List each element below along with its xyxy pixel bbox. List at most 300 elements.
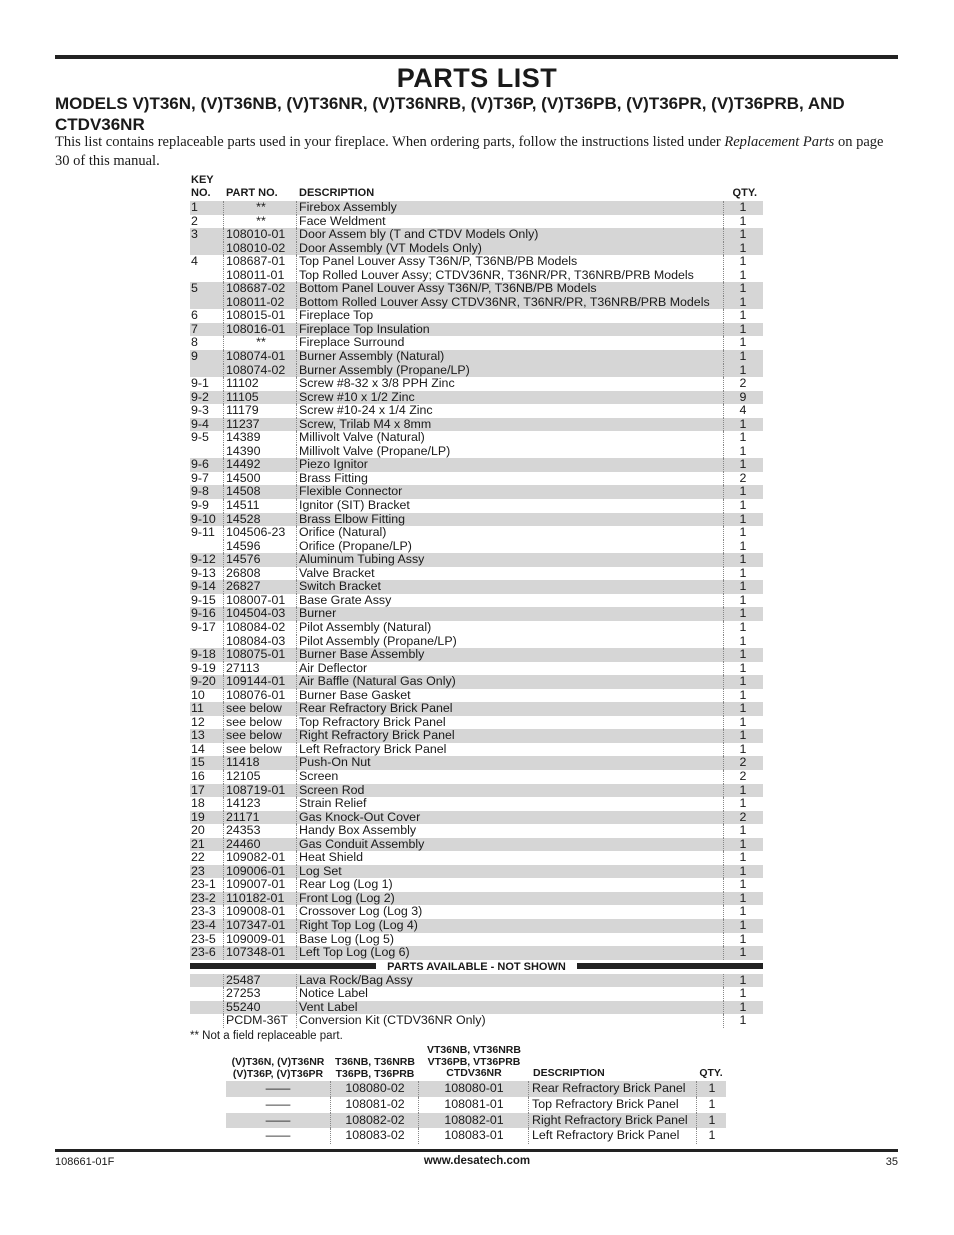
part-no-cell: 110182-01 xyxy=(226,892,297,906)
part-no-cell: 109007-01 xyxy=(226,878,297,892)
key-no-cell: 6 xyxy=(191,309,224,323)
part-no-cell: ** xyxy=(226,215,297,229)
key-no-cell: 9-15 xyxy=(191,594,224,608)
table-row xyxy=(190,472,763,486)
brick-h1-l2: (V)T36P, (V)T36PR xyxy=(232,1067,324,1080)
description-cell: Orifice (Propane/LP) xyxy=(299,540,724,554)
table-row xyxy=(190,635,763,649)
part-no-cell: 108015-01 xyxy=(226,309,297,323)
table-row xyxy=(190,513,763,527)
key-no-cell: 9-18 xyxy=(191,648,224,662)
part-no-cell: 12105 xyxy=(226,770,297,784)
header-key-line2: NO. xyxy=(191,187,211,199)
model-group3-cell: 108083-01 xyxy=(420,1128,529,1144)
qty-cell: 1 xyxy=(739,674,747,689)
table-row xyxy=(190,594,763,608)
qty-cell: 1 xyxy=(739,836,747,851)
qty-cell: 1 xyxy=(739,579,747,594)
brick-table-row xyxy=(226,1097,726,1113)
table-row xyxy=(190,336,763,350)
table-row xyxy=(190,851,763,865)
key-no-cell xyxy=(191,1001,224,1015)
part-no-cell: 108687-01 xyxy=(226,255,297,269)
page-title: PARTS LIST xyxy=(396,63,558,93)
part-no-cell: 14596 xyxy=(226,540,297,554)
qty-cell: 1 xyxy=(739,1013,747,1028)
qty-cell: 1 xyxy=(739,538,747,553)
key-no-cell: 9-3 xyxy=(191,404,224,418)
description-cell: Lava Rock/Bag Assy xyxy=(299,974,724,988)
qty-cell: 1 xyxy=(739,335,747,350)
key-no-cell: 1 xyxy=(191,201,224,215)
part-no-cell: 14508 xyxy=(226,485,297,499)
qty-cell: 9 xyxy=(739,389,747,404)
part-no-cell: see below xyxy=(226,716,297,730)
table-row xyxy=(190,662,763,676)
part-no-cell: 109008-01 xyxy=(226,905,297,919)
key-no-cell xyxy=(191,364,224,378)
table-row xyxy=(190,228,763,242)
table-row xyxy=(190,946,763,960)
key-no-cell: 9-12 xyxy=(191,553,224,567)
part-no-cell: 27253 xyxy=(226,987,297,1001)
key-no-cell: 23-4 xyxy=(191,919,224,933)
brick-header-description: DESCRIPTION xyxy=(533,1067,605,1079)
key-no-cell: 9-14 xyxy=(191,580,224,594)
part-no-cell: 27113 xyxy=(226,662,297,676)
key-no-cell xyxy=(191,635,224,649)
description-cell: Top Panel Louver Assy T36N/P, T36NB/PB Models xyxy=(299,255,724,269)
description-cell: Millivolt Valve (Natural) xyxy=(299,431,724,445)
table-row xyxy=(190,485,763,499)
key-no-cell: 16 xyxy=(191,770,224,784)
key-no-cell: 9-2 xyxy=(191,391,224,405)
part-no-cell: 108076-01 xyxy=(226,689,297,703)
key-no-cell: 17 xyxy=(191,784,224,798)
bottom-rule xyxy=(55,1149,898,1152)
description-cell: Fireplace Top Insulation xyxy=(299,323,724,337)
brick-header-qty: QTY. xyxy=(699,1067,723,1079)
model-group1-cell: —— xyxy=(226,1081,331,1097)
part-no-cell: 11237 xyxy=(226,418,297,432)
key-no-cell: 23-6 xyxy=(191,946,224,960)
description-cell: Handy Box Assembly xyxy=(299,824,724,838)
table-row xyxy=(190,431,763,445)
description-cell: Air Baffle (Natural Gas Only) xyxy=(299,675,724,689)
table-row xyxy=(190,540,763,554)
parts-table xyxy=(190,173,763,1028)
qty-cell: 2 xyxy=(739,809,747,824)
key-no-cell: 9-4 xyxy=(191,418,224,432)
table-row xyxy=(190,418,763,432)
parts-rows xyxy=(190,201,763,960)
qty-cell: 1 xyxy=(739,525,747,540)
table-row xyxy=(190,621,763,635)
part-no-cell: 14576 xyxy=(226,553,297,567)
part-no-cell: 109082-01 xyxy=(226,851,297,865)
description-cell: Burner Assembly (Propane/LP) xyxy=(299,364,724,378)
description-cell: Ignitor (SIT) Bracket xyxy=(299,499,724,513)
key-no-cell: 23-3 xyxy=(191,905,224,919)
key-no-cell: 9-17 xyxy=(191,621,224,635)
table-row xyxy=(190,702,763,716)
description-cell: Burner Base Assembly xyxy=(299,648,724,662)
description-cell: Bottom Panel Louver Assy T36N/P, T36NB/PB Models xyxy=(299,282,724,296)
section-title: PARTS AVAILABLE - NOT SHOWN xyxy=(387,960,566,973)
description-cell: Aluminum Tubing Assy xyxy=(299,553,724,567)
website-link[interactable]: www.desatech.com xyxy=(423,1155,531,1167)
qty-cell: 1 xyxy=(739,850,747,865)
description-cell: Gas Knock-Out Cover xyxy=(299,811,724,825)
description-cell: Burner Assembly (Natural) xyxy=(299,350,724,364)
table-row xyxy=(190,553,763,567)
model-group2-cell: 108083-02 xyxy=(332,1128,419,1144)
description-cell: Brass Fitting xyxy=(299,472,724,486)
qty-cell: 1 xyxy=(739,565,747,580)
model-group2-cell: 108080-02 xyxy=(332,1081,419,1097)
model-group3-cell: 108081-01 xyxy=(420,1097,529,1113)
qty-cell: 1 xyxy=(739,972,747,987)
description-cell: Pilot Assembly (Natural) xyxy=(299,621,724,635)
table-row xyxy=(190,811,763,825)
page-number: 35 xyxy=(885,1156,898,1168)
header-key-no xyxy=(191,174,223,200)
qty-cell: 1 xyxy=(739,294,747,309)
part-no-cell: 108010-01 xyxy=(226,228,297,242)
part-no-cell: 109144-01 xyxy=(226,675,297,689)
part-no-cell: 108010-02 xyxy=(226,242,297,256)
table-row xyxy=(190,824,763,838)
description-cell: Right Top Log (Log 4) xyxy=(299,919,724,933)
qty-cell: 1 xyxy=(739,917,747,932)
part-no-cell: 108719-01 xyxy=(226,784,297,798)
key-no-cell: 2 xyxy=(191,215,224,229)
top-rule xyxy=(55,55,898,59)
part-no-cell: 108084-02 xyxy=(226,621,297,635)
description-cell: Bottom Rolled Louver Assy CTDV36NR, T36NR/PR, T36NRB/PRB Models xyxy=(299,296,724,310)
table-row xyxy=(190,296,763,310)
part-no-cell: 26827 xyxy=(226,580,297,594)
table-row xyxy=(190,1001,763,1015)
table-row xyxy=(190,838,763,852)
intro-text-after: on page 30 of this manual. xyxy=(55,134,884,169)
description-cell: Notice Label xyxy=(299,987,724,1001)
description-cell: Screen xyxy=(299,770,724,784)
key-no-cell: 15 xyxy=(191,756,224,770)
part-no-cell: PCDM-36T xyxy=(226,1014,297,1028)
key-no-cell: 9-19 xyxy=(191,662,224,676)
part-no-cell: 107347-01 xyxy=(226,919,297,933)
table-row xyxy=(190,323,763,337)
key-no-cell: 23 xyxy=(191,865,224,879)
key-no-cell: 9-11 xyxy=(191,526,224,540)
part-no-cell: ** xyxy=(226,201,297,215)
key-no-cell: 14 xyxy=(191,743,224,757)
part-no-cell: see below xyxy=(226,729,297,743)
qty-cell: 1 xyxy=(739,240,747,255)
qty-cell: 1 xyxy=(739,416,747,431)
description-cell: Screw #10-24 x 1/4 Zinc xyxy=(299,404,724,418)
qty-cell: 1 xyxy=(739,498,747,513)
description-cell: Flexible Connector xyxy=(299,485,724,499)
qty-cell: 2 xyxy=(739,470,747,485)
doc-number: 108661-01F xyxy=(55,1156,115,1168)
part-no-cell: 14389 xyxy=(226,431,297,445)
part-no-cell: 14500 xyxy=(226,472,297,486)
key-no-cell: 9-10 xyxy=(191,513,224,527)
qty-cell: 1 xyxy=(739,349,747,364)
table-row xyxy=(190,689,763,703)
key-no-cell: 23-5 xyxy=(191,933,224,947)
description-cell: Left Top Log (Log 6) xyxy=(299,946,724,960)
table-row xyxy=(190,499,763,513)
table-row xyxy=(190,756,763,770)
part-no-cell: 108075-01 xyxy=(226,648,297,662)
qty-cell: 1 xyxy=(739,863,747,878)
qty-cell: 2 xyxy=(739,755,747,770)
key-no-cell: 9-5 xyxy=(191,431,224,445)
table-row xyxy=(190,242,763,256)
qty-cell: 1 xyxy=(739,606,747,621)
qty-cell: 1 xyxy=(739,200,747,214)
brick-h2-l1: T36NB, T36NRB xyxy=(335,1056,415,1068)
qty-cell: 1 xyxy=(739,931,747,946)
description-cell: Firebox Assembly xyxy=(299,201,724,215)
brick-h3-l2: VT36PB, VT36PRB xyxy=(427,1055,521,1068)
header-qty: QTY. xyxy=(732,187,757,199)
brick-table-row xyxy=(226,1128,726,1144)
table-row xyxy=(190,607,763,621)
parts-table-header xyxy=(190,173,763,201)
part-no-cell: 108084-03 xyxy=(226,635,297,649)
model-group3-cell: 108080-01 xyxy=(420,1081,529,1097)
table-row xyxy=(190,933,763,947)
part-no-cell: 109006-01 xyxy=(226,865,297,879)
key-no-cell: 9-20 xyxy=(191,675,224,689)
brick-panel-table xyxy=(226,1045,726,1144)
description-cell: Screw #10 x 1/2 Zinc xyxy=(299,391,724,405)
part-no-cell: 21171 xyxy=(226,811,297,825)
description-cell: Pilot Assembly (Propane/LP) xyxy=(299,635,724,649)
description-cell: Burner Base Gasket xyxy=(299,689,724,703)
description-cell: Air Deflector xyxy=(299,662,724,676)
intro-text-before: This list contains replaceable parts used in your fireplace. When ordering parts, follow the instructions listed under xyxy=(55,134,725,150)
key-no-cell xyxy=(191,242,224,256)
table-row xyxy=(190,892,763,906)
part-no-cell: 108016-01 xyxy=(226,323,297,337)
table-row xyxy=(190,905,763,919)
brick-qty-cell: 1 xyxy=(708,1112,716,1127)
key-no-cell xyxy=(191,974,224,988)
qty-cell: 1 xyxy=(739,227,747,242)
qty-cell: 1 xyxy=(739,904,747,919)
description-cell: Right Refractory Brick Panel xyxy=(299,729,724,743)
model-group3-cell: 108082-01 xyxy=(420,1113,529,1129)
table-row xyxy=(190,255,763,269)
model-group1-cell: —— xyxy=(226,1128,331,1144)
table-row xyxy=(190,309,763,323)
table-row xyxy=(190,770,763,784)
part-no-cell: 11102 xyxy=(226,377,297,391)
key-no-cell: 9-9 xyxy=(191,499,224,513)
table-row xyxy=(190,526,763,540)
brick-description-cell: Left Refractory Brick Panel xyxy=(532,1128,697,1144)
description-cell: Millivolt Valve (Propane/LP) xyxy=(299,445,724,459)
key-no-cell: 19 xyxy=(191,811,224,825)
key-no-cell: 9-1 xyxy=(191,377,224,391)
part-no-cell: 25487 xyxy=(226,974,297,988)
part-no-cell: ** xyxy=(226,336,297,350)
key-no-cell: 22 xyxy=(191,851,224,865)
description-cell: Rear Refractory Brick Panel xyxy=(299,702,724,716)
description-cell: Valve Bracket xyxy=(299,567,724,581)
table-row xyxy=(190,201,763,215)
part-no-cell: 14528 xyxy=(226,513,297,527)
key-no-cell: 9-8 xyxy=(191,485,224,499)
table-row xyxy=(190,716,763,730)
part-no-cell: 11179 xyxy=(226,404,297,418)
part-no-cell: 11105 xyxy=(226,391,297,405)
header-key-line1: KEY xyxy=(191,174,214,186)
key-no-cell xyxy=(191,296,224,310)
qty-cell: 1 xyxy=(739,443,747,458)
brick-h3-l3: CTDV36NR xyxy=(446,1067,502,1079)
description-cell: Fireplace Top xyxy=(299,309,724,323)
qty-cell: 1 xyxy=(739,633,747,648)
key-no-cell: 4 xyxy=(191,255,224,269)
qty-cell: 4 xyxy=(739,403,747,418)
key-no-cell xyxy=(191,540,224,554)
key-no-cell: 11 xyxy=(191,702,224,716)
table-row xyxy=(190,648,763,662)
key-no-cell: 20 xyxy=(191,824,224,838)
qty-cell: 1 xyxy=(739,484,747,499)
qty-cell: 1 xyxy=(739,714,747,729)
description-cell: Orifice (Natural) xyxy=(299,526,724,540)
part-no-cell: 104506-23 xyxy=(226,526,297,540)
qty-cell: 1 xyxy=(739,782,747,797)
brick-description-cell: Top Refractory Brick Panel xyxy=(532,1097,697,1113)
qty-cell: 1 xyxy=(739,701,747,716)
description-cell: Switch Bracket xyxy=(299,580,724,594)
table-row xyxy=(190,364,763,378)
description-cell: Burner xyxy=(299,607,724,621)
qty-cell: 1 xyxy=(739,213,747,228)
table-row xyxy=(190,580,763,594)
table-row xyxy=(190,878,763,892)
key-no-cell xyxy=(191,1014,224,1028)
qty-cell: 2 xyxy=(739,376,747,391)
key-no-cell: 10 xyxy=(191,689,224,703)
qty-cell: 1 xyxy=(739,890,747,905)
table-row xyxy=(190,743,763,757)
key-no-cell: 18 xyxy=(191,797,224,811)
brick-header-col3 xyxy=(420,1045,528,1080)
part-no-cell: 108007-01 xyxy=(226,594,297,608)
key-no-cell: 9-6 xyxy=(191,458,224,472)
table-row xyxy=(190,675,763,689)
qty-cell: 1 xyxy=(739,511,747,526)
brick-h3-l1: VT36NB, VT36NRB xyxy=(427,1044,521,1056)
brick-qty-cell: 1 xyxy=(708,1128,716,1143)
brick-table-header xyxy=(226,1045,726,1081)
models-heading: MODELS V)T36N, (V)T36NB, (V)T36NR, (V)T36NRB, (V)T36P, (V)T36PB, (V)T36PR, (V)T36PRB, AND CTDV36NR xyxy=(55,94,845,134)
qty-cell: 1 xyxy=(739,660,747,675)
qty-cell: 1 xyxy=(739,308,747,323)
brick-rows xyxy=(226,1081,726,1144)
key-no-cell: 3 xyxy=(191,228,224,242)
qty-cell: 1 xyxy=(739,254,747,269)
part-no-cell: 26808 xyxy=(226,567,297,581)
table-row xyxy=(190,987,763,1001)
description-cell: Piezo Ignitor xyxy=(299,458,724,472)
part-no-cell: 108011-02 xyxy=(226,296,297,310)
table-row xyxy=(190,865,763,879)
table-row xyxy=(190,350,763,364)
description-cell: Strain Relief xyxy=(299,797,724,811)
part-no-cell: 104504-03 xyxy=(226,607,297,621)
description-cell: Fireplace Surround xyxy=(299,336,724,350)
key-no-cell: 23-1 xyxy=(191,878,224,892)
qty-cell: 1 xyxy=(739,321,747,336)
qty-cell: 1 xyxy=(739,430,747,445)
qty-cell: 1 xyxy=(739,362,747,377)
qty-cell: 1 xyxy=(739,999,747,1014)
key-no-cell xyxy=(191,987,224,1001)
part-no-cell: see below xyxy=(226,743,297,757)
brick-description-cell: Right Refractory Brick Panel xyxy=(532,1113,697,1129)
key-no-cell xyxy=(191,269,224,283)
model-group2-cell: 108081-02 xyxy=(332,1097,419,1113)
qty-cell: 1 xyxy=(739,647,747,662)
qty-cell: 1 xyxy=(739,986,747,1001)
description-cell: Door Assembly (VT Models Only) xyxy=(299,242,724,256)
header-description: DESCRIPTION xyxy=(299,187,375,199)
table-row xyxy=(190,1014,763,1028)
description-cell: Left Refractory Brick Panel xyxy=(299,743,724,757)
model-group1-cell: —— xyxy=(226,1113,331,1129)
part-no-cell: 108074-01 xyxy=(226,350,297,364)
header-part-no: PART NO. xyxy=(226,187,278,199)
key-no-cell xyxy=(191,445,224,459)
brick-qty-cell: 1 xyxy=(708,1096,716,1111)
description-cell: Crossover Log (Log 3) xyxy=(299,905,724,919)
table-row xyxy=(190,729,763,743)
description-cell: Top Rolled Louver Assy; CTDV36NR, T36NR/PR, T36NRB/PRB Models xyxy=(299,269,724,283)
table-row xyxy=(190,269,763,283)
part-no-cell: 55240 xyxy=(226,1001,297,1015)
key-no-cell: 9-16 xyxy=(191,607,224,621)
description-cell: Screen Rod xyxy=(299,784,724,798)
qty-cell: 1 xyxy=(739,687,747,702)
key-no-cell: 9-13 xyxy=(191,567,224,581)
qty-cell: 1 xyxy=(739,552,747,567)
qty-cell: 1 xyxy=(739,796,747,811)
description-cell: Push-On Nut xyxy=(299,756,724,770)
table-row xyxy=(190,377,763,391)
brick-qty-cell: 1 xyxy=(708,1081,716,1095)
table-row xyxy=(190,282,763,296)
part-no-cell: 109009-01 xyxy=(226,933,297,947)
qty-cell: 1 xyxy=(739,877,747,892)
qty-cell: 1 xyxy=(739,945,747,960)
key-no-cell: 9-7 xyxy=(191,472,224,486)
description-cell: Front Log (Log 2) xyxy=(299,892,724,906)
description-cell: Gas Conduit Assembly xyxy=(299,838,724,852)
part-no-cell: 14123 xyxy=(226,797,297,811)
qty-cell: 1 xyxy=(739,457,747,472)
key-no-cell: 12 xyxy=(191,716,224,730)
